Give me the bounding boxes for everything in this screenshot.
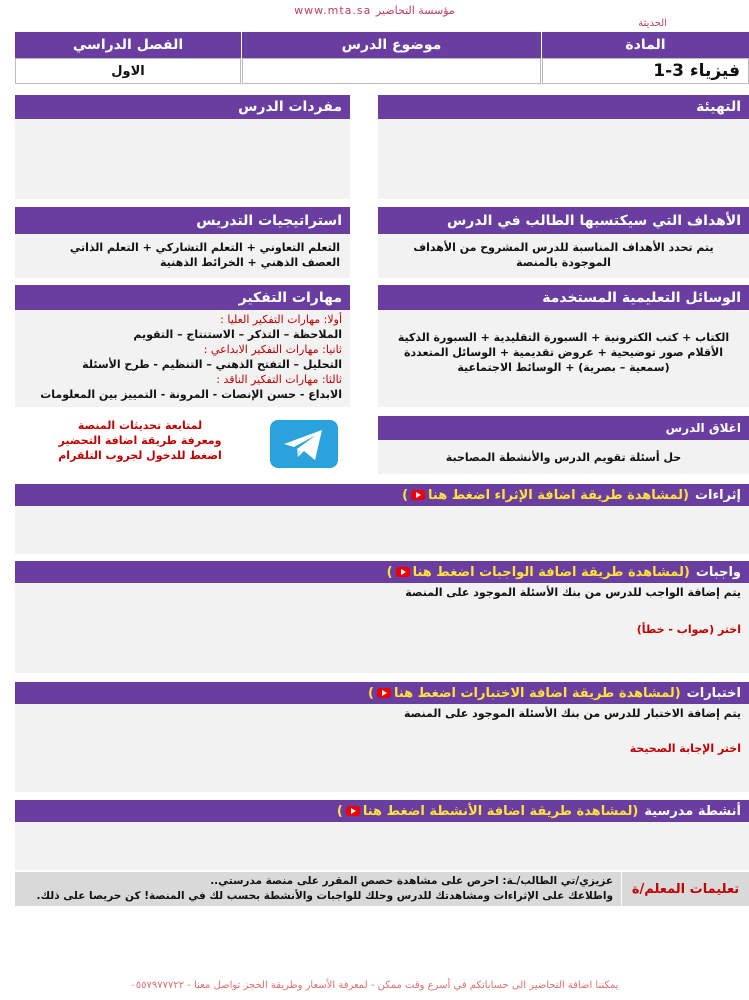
telegram-icon [270,420,338,468]
strategies-title: استراتيجيات التدريس [15,207,350,234]
telegram-line1: لمتابعة تحديثات المنصة [77,419,203,432]
objectives-title: الأهداف التي سيكتسبها الطالب في الدرس [378,207,749,234]
thinking-skills-content [15,310,350,407]
header-lesson-topic: موضوع الدرس [242,32,541,58]
closing-content: حل أسئلة تقويم الدرس والأنشطة المصاحبة [378,440,749,474]
teaching-aids-title: الوسائل التعليمية المستخدمة [378,285,749,310]
value-subject: فيزياء 3-1 [542,58,749,84]
telegram-promo[interactable] [40,418,240,463]
thinking-skills-l3: الابداع - حسن الإنصات - المرونة - التمييز بين المعلومات [40,388,342,401]
strategies-line1: التعلم التعاوني + التعلم التشاركي + التعلم الذاتي [69,241,340,254]
youtube-icon[interactable] [346,806,360,816]
enrichment-header [15,484,749,506]
telegram-line3: اضغط للدخول لجروب التلقرام [58,449,222,462]
teaching-aids-line1: الكتاب + كتب الكترونية + السبورة التقليدية + السبورة الذكية [397,331,730,344]
lesson-terms-content [15,119,350,199]
youtube-icon[interactable] [396,567,410,577]
teacher-notes-line2: واطلاعك على الإثراءات ومشاهدتك للدرس وحلك للواجبات والأنشطة بحسب لك في المنصة! كن حريصا على ذلك. [36,890,613,902]
tests-content [15,704,749,792]
homework-text: يتم إضافة الواجب للدرس من بنك الأسئلة الموجود على المنصة [405,586,741,599]
homework-title: واجبات [695,564,741,580]
header-subject: المادة [542,32,749,58]
value-semester: الاول [15,58,241,84]
teacher-notes-content [15,872,621,906]
activities-paren: ) [336,803,343,819]
teacher-notes-line1: عزيزي/تي الطالب/ـة: احرص على مشاهدة حصص المقرر على منصة مدرستي.. [210,875,613,887]
tests-choice: اختر الإجابة الصحيحة [629,742,741,755]
strategies-content [15,234,350,278]
closing-title: اغلاق الدرس [378,416,749,440]
header-semester: الفصل الدراسي [15,32,241,58]
tests-link[interactable]: (لمشاهدة طريقة اضافة الاختبارات اضغط هنا [393,685,681,701]
thinking-skills-l1: الملاحظة – التذكر – الاستنتاج – التقويم [133,328,342,341]
tests-paren: ) [368,685,374,701]
tests-text: يتم إضافة الاختبار للدرس من بنك الأسئلة الموجود على المنصة [404,707,741,720]
homework-content [15,583,749,673]
enrichment-content [15,506,749,554]
tests-title: اختبارات [686,685,741,701]
thinking-skills-l2: التحليل – التفتح الذهني – التنظيم - طرح الأسئلة [82,358,342,371]
tests-header [15,682,749,704]
value-lesson-topic [242,58,541,84]
warmup-content [378,119,749,199]
lesson-terms-title: مفردات الدرس [15,95,350,119]
thinking-skills-h1: أولا: مهارات التفكير العليا : [220,313,342,326]
telegram-line2: ومعرفة طريقة اضافة التحضير [58,434,222,447]
teaching-aids-line3: (سمعية – بصرية) + الوسائط الاجتماعية [457,361,670,374]
warmup-title: التهيئة [378,95,749,119]
thinking-skills-h2: ثانيا: مهارات التفكير الابداعي : [203,343,342,356]
homework-choice: اختر (صواب - خطأ) [636,623,741,636]
watermark-top: www.mta.sa مؤسسة التحاضير [294,4,455,17]
youtube-icon[interactable] [377,688,391,698]
activities-content [15,822,749,870]
activities-link[interactable]: (لمشاهدة طريقة اضافة الأنشطة اضغط هنا [362,803,639,819]
footer-contact: يمكننا اضافة التحاضير الى حساباتكم في أسرع وقت ممكن - لمعرفة الأسعار وطريقة الحجز تواصل معنا - ٠٥٥٧٩٧٧٧٢٢ [130,980,619,991]
homework-paren: ) [386,564,393,580]
objectives-content: يتم تحدد الأهداف المناسبة للدرس المشروح من الأهداف الموجودة بالمنصة [378,234,749,278]
enrichment-link[interactable]: (لمشاهدة طريقة اضافة الإثراء اضغط هنا [428,487,689,503]
teaching-aids-line2: الأقلام صور توضيحية + عروض تقديمية + الوسائل المتعددة [404,346,723,359]
enrichment-paren: ) [402,487,409,503]
thinking-skills-title: مهارات التفكير [15,285,350,310]
homework-link[interactable]: (لمشاهدة طريقة اضافة الواجبات اضغط هنا [412,564,690,580]
strategies-line2: العصف الذهني + الخرائط الذهنية [160,256,340,269]
homework-header [15,561,749,583]
telegram-button[interactable] [270,420,338,468]
activities-header [15,800,749,822]
youtube-icon[interactable] [411,490,425,500]
activities-title: أنشطة مدرسية [644,803,741,819]
watermark-top-sub: الحديثة [638,18,667,29]
enrichment-title: إثراءات [694,487,741,503]
teacher-notes-label: تعليمات المعلم/ة [622,872,749,906]
thinking-skills-h3: ثالثا: مهارات التفكير الناقد : [216,373,342,386]
teaching-aids-content [378,310,749,407]
